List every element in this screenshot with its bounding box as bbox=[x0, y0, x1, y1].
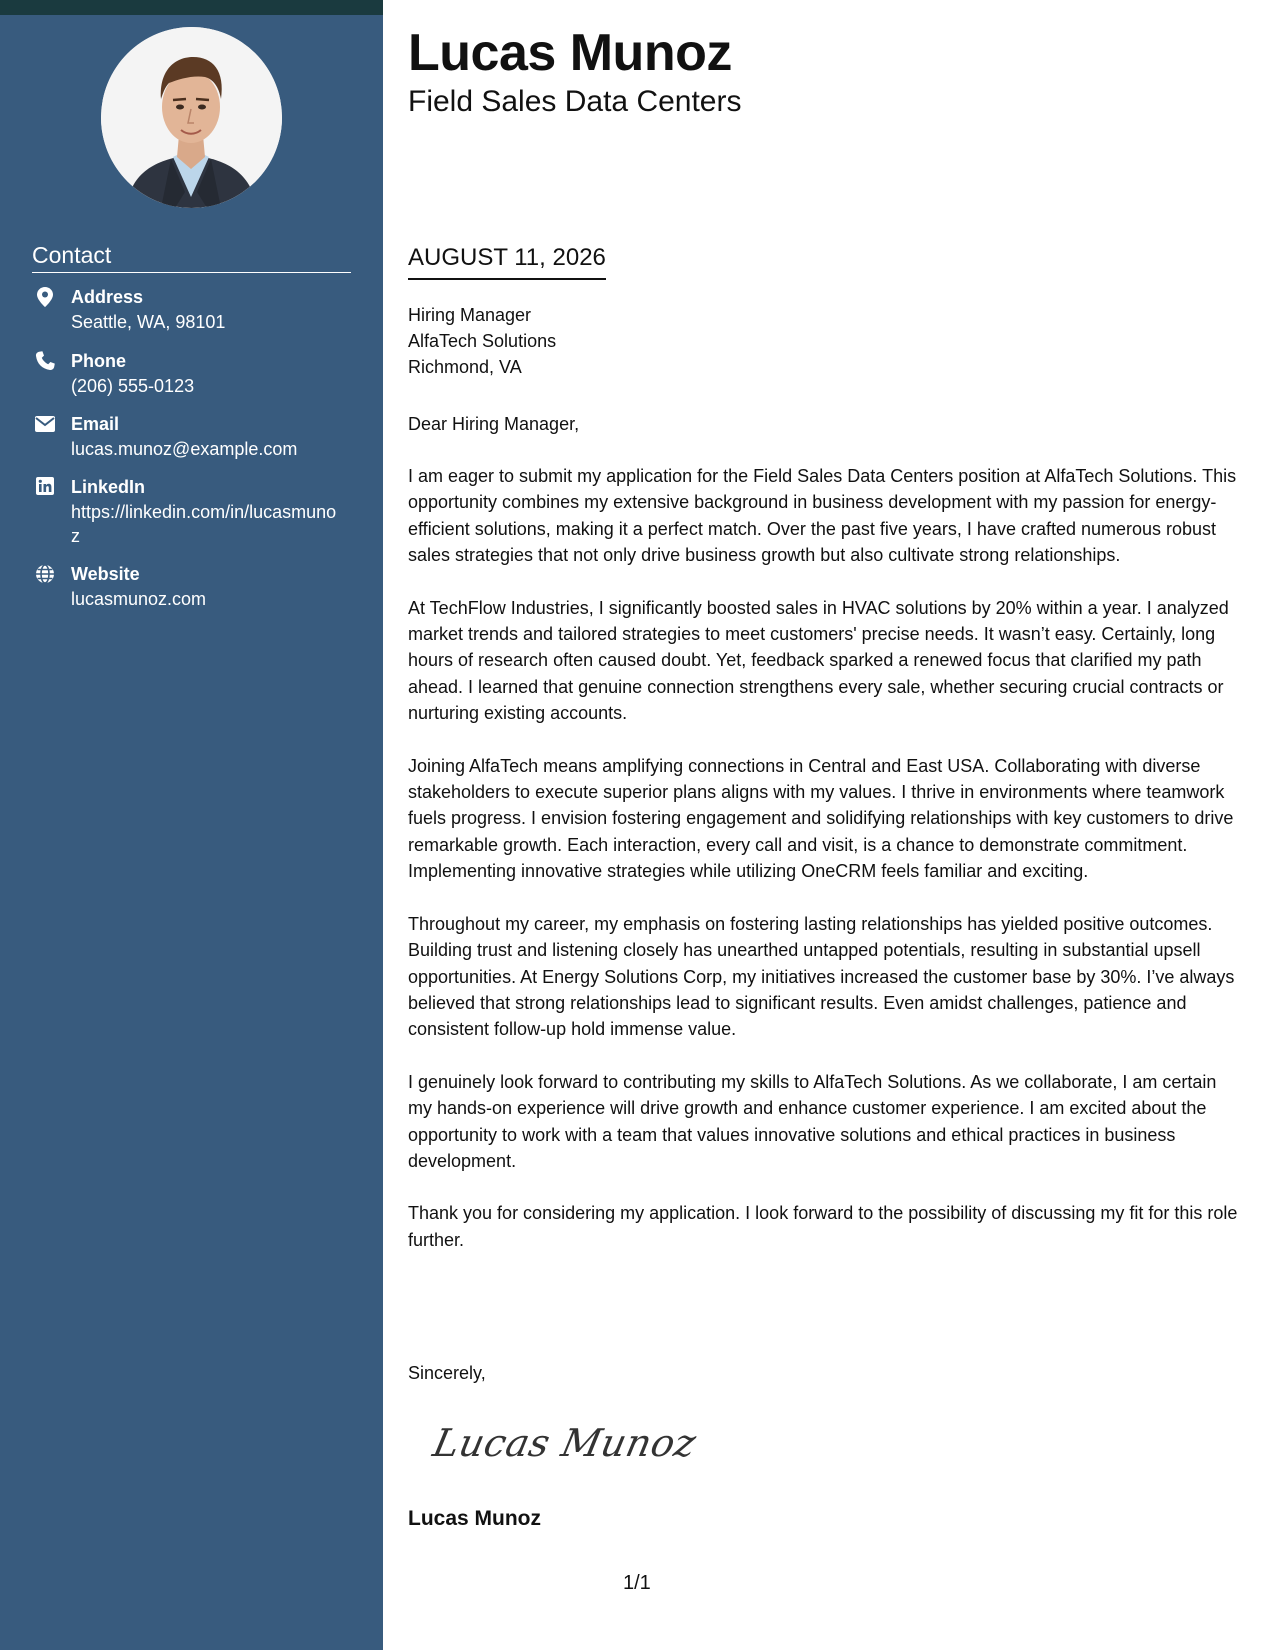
letter-date: AUGUST 11, 2026 bbox=[408, 243, 606, 280]
letter-paragraph: Joining AlfaTech means amplifying connections in Central and East USA. Collaborating with diverse stakeholders to execute superior plans aligns with my values. I thrive in environments where teamwork fuels progress. I envision fostering engagement and solidifying relationships with key customers to drive remarkable growth. Each interaction, every call and visit, is a chance to demonstrate commitment. Implementing innovative strategies while utilizing OneCRM feels familiar and exciting. bbox=[408, 755, 1234, 882]
website-label: Website bbox=[71, 564, 140, 584]
letter-paragraph: At TechFlow Industries, I significantly boosted sales in HVAC solutions by 20% within a year. I analyzed market trends and tailored strategies to meet customers' precise needs. It wasn’t easy. Certainly, long hours of research often caused doubt. Yet, feedback sparked a renewed focus that clarified my path ahead. I learned that genuine connection strengthens every sale, whether securing crucial contracts or nurturing existing accounts. bbox=[408, 597, 1229, 724]
phone-icon bbox=[32, 351, 58, 373]
linkedin-icon bbox=[32, 477, 58, 499]
letter-body bbox=[408, 463, 1243, 1279]
signer-name: Lucas Munoz bbox=[408, 1507, 542, 1530]
letter-paragraph: Throughout my career, my emphasis on fostering lasting relationships has yielded positive outcomes. Building trust and listening closely has unearthed untapped potentials, resulting in substantial upsell opportunities. At Energy Solutions Corp, my initiatives increased the customer base by 30%. I’ve always believed that strong relationships lead to significant results. Even amidst challenges, patience and consistent follow-up hold immense value. bbox=[408, 913, 1235, 1040]
address-label: Address bbox=[71, 287, 144, 307]
letter-paragraph: Thank you for considering my application. I look forward to the possibility of discussing my fit for this role further. bbox=[408, 1203, 1238, 1250]
applicant-job-title: Field Sales Data Centers bbox=[408, 85, 742, 118]
website-value[interactable]: lucasmunoz.com bbox=[71, 589, 207, 609]
contact-address bbox=[32, 285, 352, 335]
recipient-line: Richmond, VA bbox=[408, 357, 522, 377]
letter-paragraph: I am eager to submit my application for the Field Sales Data Centers position at AlfaTech Solutions. This opportunity combines my extensive background in business development with my passion for energy-efficient solutions, making it a perfect match. Over the past five years, I have crafted numerous robust sales strategies that not only drive business growth but also cultivate strong relationships. bbox=[408, 466, 1237, 566]
envelope-icon bbox=[32, 414, 58, 436]
profile-photo bbox=[101, 27, 282, 208]
email-value: lucas.munoz@example.com bbox=[71, 439, 298, 459]
applicant-name: Lucas Munoz bbox=[408, 24, 732, 82]
address-value: Seattle, WA, 98101 bbox=[71, 312, 226, 332]
handwritten-signature: Lucas Munoz bbox=[429, 1421, 701, 1465]
contact-website bbox=[32, 562, 352, 612]
globe-icon bbox=[32, 564, 58, 586]
contact-phone bbox=[32, 349, 352, 399]
location-pin-icon bbox=[32, 287, 58, 309]
contact-email bbox=[32, 412, 352, 462]
email-label: Email bbox=[71, 414, 120, 434]
sidebar-top-bar bbox=[0, 0, 383, 15]
phone-label: Phone bbox=[71, 351, 127, 371]
page-number: 1/1 bbox=[623, 1572, 651, 1594]
linkedin-label: LinkedIn bbox=[71, 477, 146, 497]
recipient-block bbox=[408, 302, 556, 380]
recipient-line: Hiring Manager bbox=[408, 305, 532, 325]
contact-linkedin bbox=[32, 475, 352, 549]
recipient-line: AlfaTech Solutions bbox=[408, 331, 557, 351]
sidebar bbox=[0, 0, 383, 1650]
avatar bbox=[101, 27, 282, 208]
letter-paragraph: I genuinely look forward to contributing my skills to AlfaTech Solutions. As we collaborate, I am certain my hands-on experience will drive growth and enhance customer experience. I am excited about the opportunity to work with a team that values innovative solutions and ethical practices in business development. bbox=[408, 1071, 1217, 1171]
closing: Sincerely, bbox=[408, 1363, 486, 1383]
linkedin-value[interactable]: https://linkedin.com/in/lucasmunoz bbox=[71, 502, 337, 546]
salutation: Dear Hiring Manager, bbox=[408, 414, 580, 434]
contact-section-title: Contact bbox=[32, 240, 351, 273]
phone-value: (206) 555-0123 bbox=[71, 376, 195, 396]
